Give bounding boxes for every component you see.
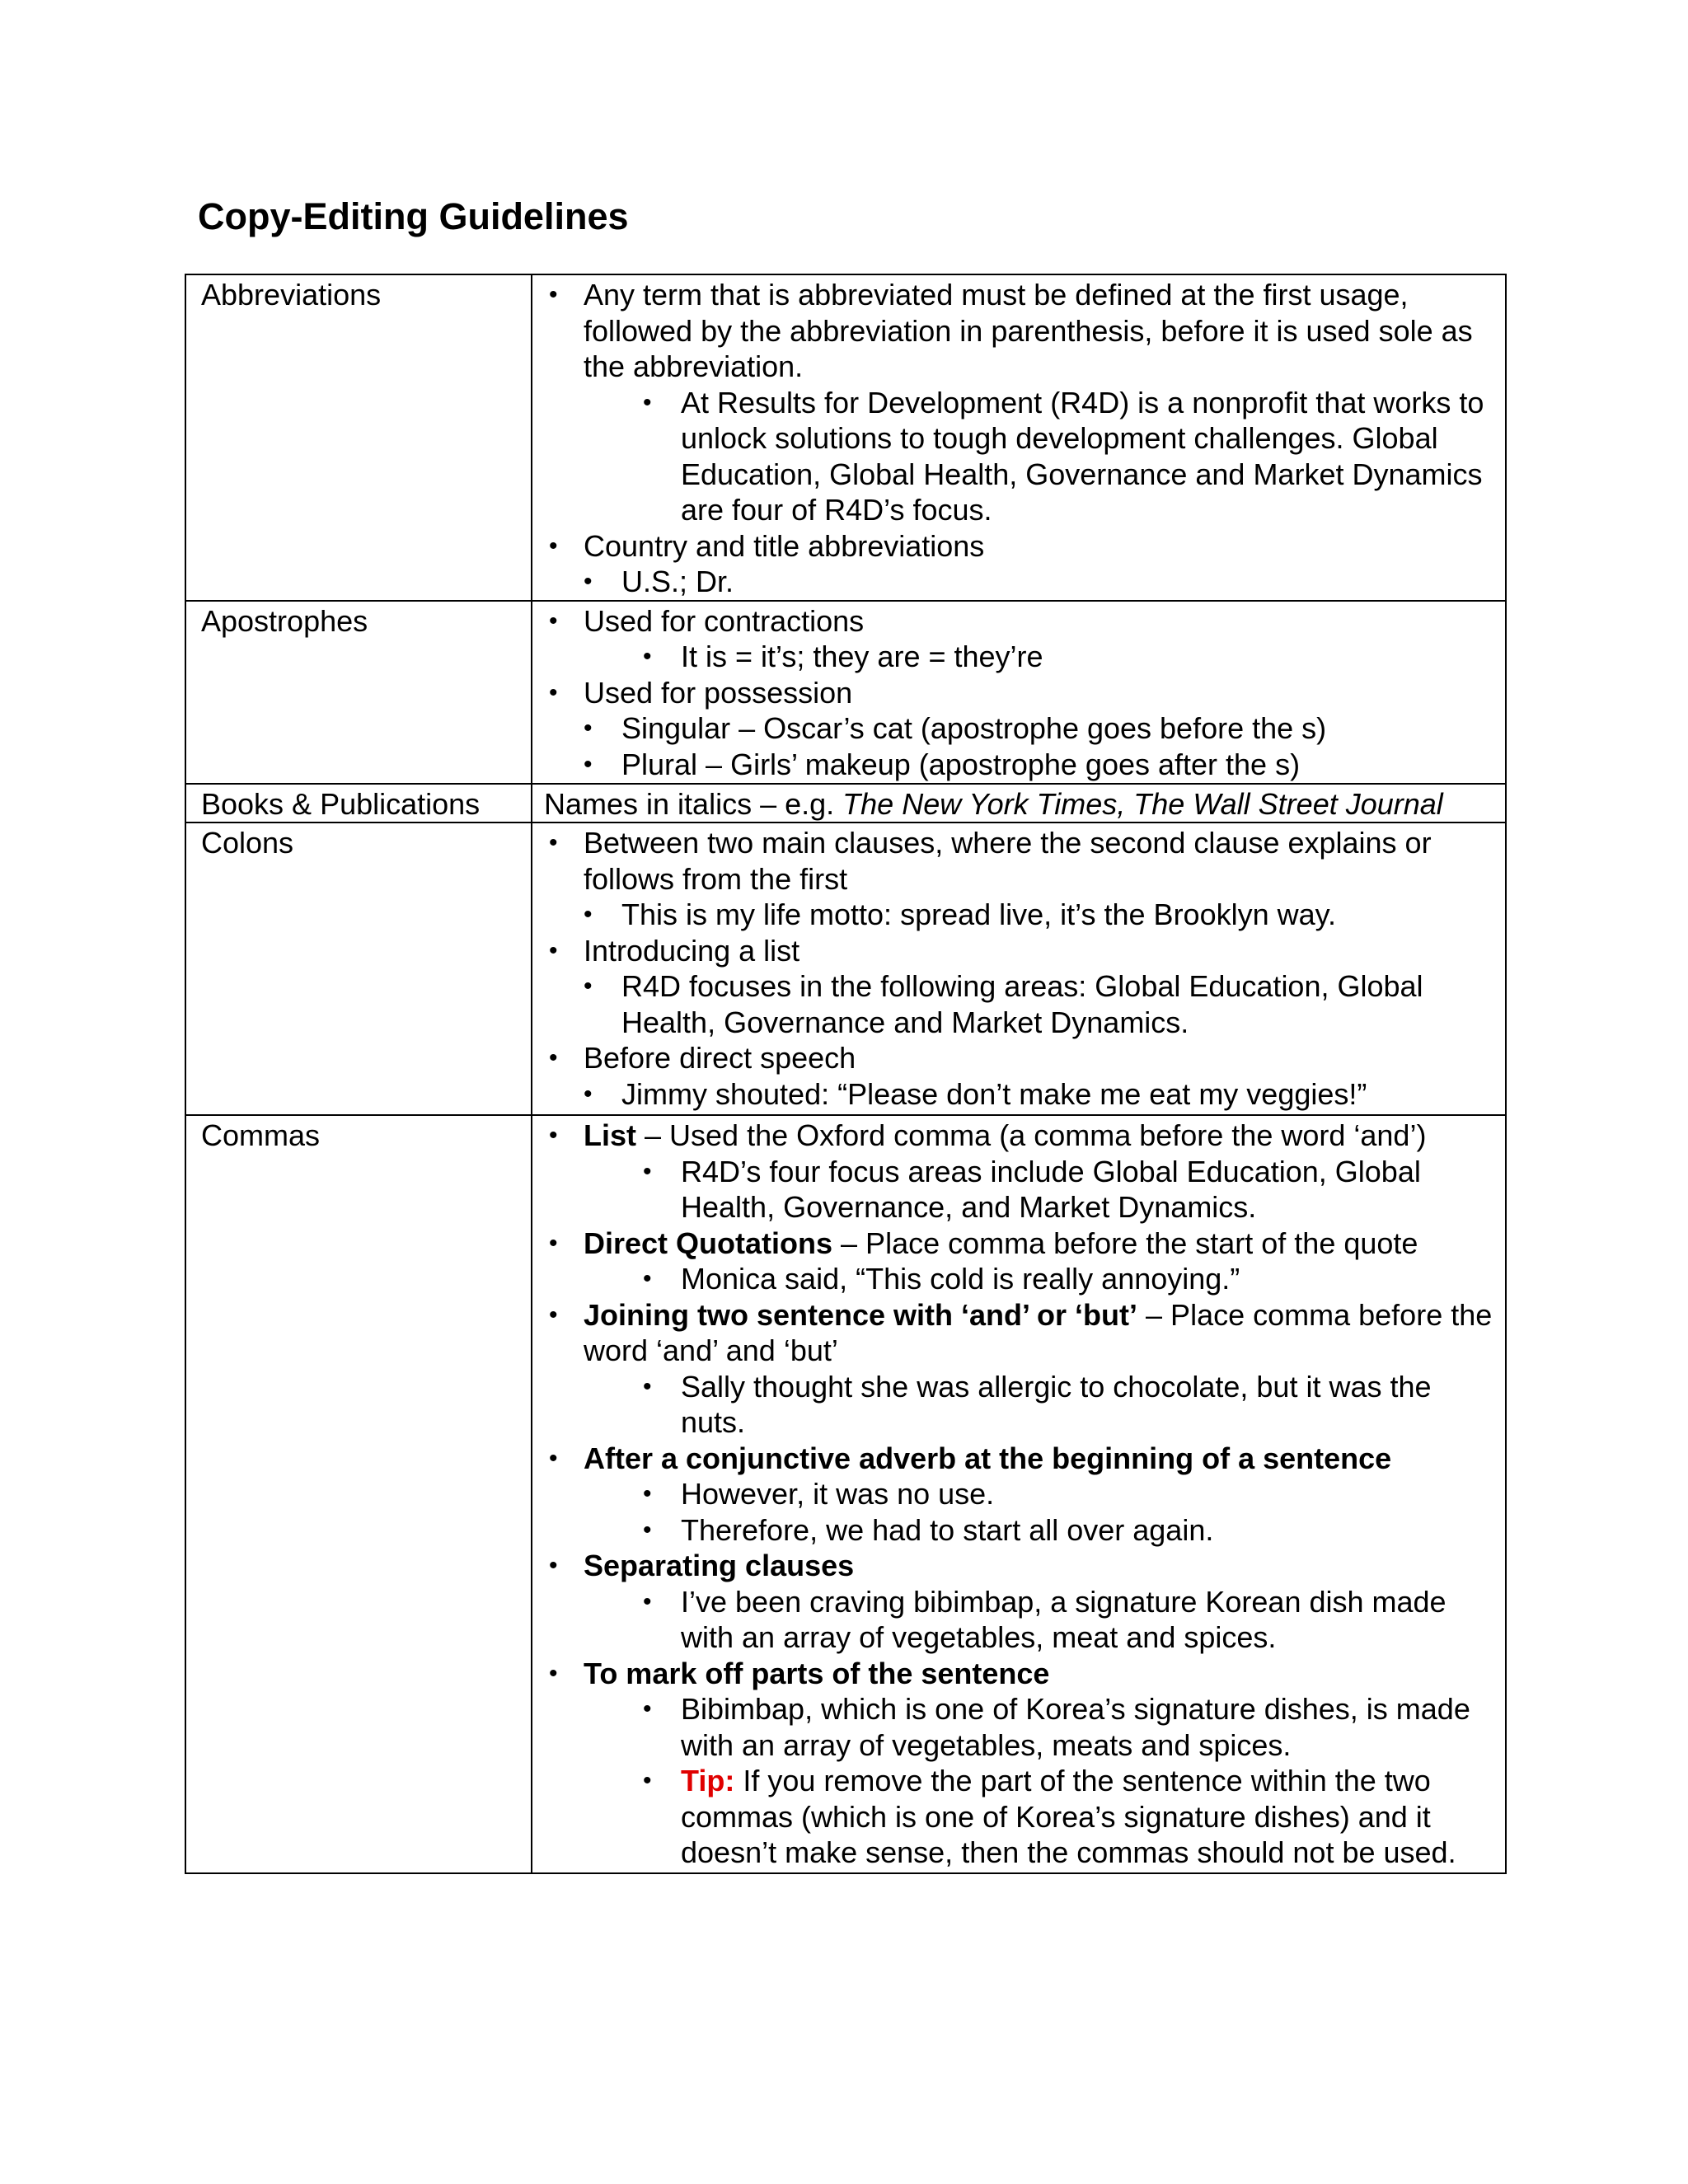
list-item: • Before direct speech • Jimmy shouted: “Please don’t make me eat my veggies!” (546, 1040, 1493, 1112)
list-item: • Therefore, we had to start all over again. (643, 1512, 1493, 1549)
row-content: Names in italics – e.g. The New York Times, The Wall Street Journal (532, 784, 1506, 823)
list-item: • Introducing a list • R4D focuses in the following areas: Global Education, Global Health, Governance and Market Dynamics. (546, 933, 1493, 1041)
row-content (532, 601, 1506, 784)
row-label: Colons (185, 823, 532, 1115)
list-item: • Singular – Oscar’s cat (apostrophe goes before the s) (584, 710, 1493, 747)
list-item: • Used for contractions • It is = it’s; they are = they’re (546, 603, 1493, 675)
row-content (532, 1115, 1506, 1873)
list-item: • Sally thought she was allergic to chocolate, but it was the nuts. (643, 1369, 1493, 1441)
list-item: • Tip: If you remove the part of the sentence within the two commas (which is one of Korea’s signature dishes) and it doesn’t make sense, then the commas should not be used. (643, 1763, 1493, 1871)
list-item: • List – Used the Oxford comma (a comma before the word ‘and’) • R4D’s four focus areas include Global Education, Global Health, Governance, and Market Dynamics. (546, 1118, 1493, 1226)
table-row-abbreviations (185, 274, 1506, 601)
list-item: • Jimmy shouted: “Please don’t make me eat my veggies!” (584, 1076, 1493, 1113)
row-content (532, 274, 1506, 601)
table-row-commas (185, 1115, 1506, 1873)
list-item: • Plural – Girls’ makeup (apostrophe goes after the s) (584, 747, 1493, 783)
list-item: • Monica said, “This cold is really annoying.” (643, 1261, 1493, 1297)
list-item: • R4D focuses in the following areas: Global Education, Global Health, Governance and Market Dynamics. (584, 968, 1493, 1040)
list-item: • Separating clauses • I’ve been craving bibimbap, a signature Korean dish made with an array of vegetables, meat and spices. (546, 1548, 1493, 1656)
list-item: • Direct Quotations – Place comma before the start of the quote • Monica said, “This cold is really annoying.” (546, 1226, 1493, 1297)
row-label: Books & Publications (185, 784, 532, 823)
list-item: • However, it was no use. (643, 1476, 1493, 1512)
row-label: Abbreviations (185, 274, 532, 601)
list-item: • U.S.; Dr. (584, 564, 1493, 600)
table-row-colons (185, 823, 1506, 1115)
list-item: • Joining two sentence with ‘and’ or ‘but’ – Place comma before the word ‘and’ and ‘but’ • Sally thought she was allergic to chocolate, but it was the nuts. (546, 1297, 1493, 1441)
list-item: • To mark off parts of the sentence • Bibimbap, which is one of Korea’s signature dishes, is made with an array of vegetables, meats and spices. • Tip: If you remove the part of the sentence within the two commas (which is one of Korea’s signature dishes) and it doesn’t make sense, then the commas should not be used. (546, 1656, 1493, 1871)
list-item: • I’ve been craving bibimbap, a signature Korean dish made with an array of vegetables, meat and spices. (643, 1584, 1493, 1656)
list-item: • It is = it’s; they are = they’re (643, 639, 1493, 675)
list-item: • After a conjunctive adverb at the beginning of a sentence • However, it was no use. • Therefore, we had to start all over again. (546, 1441, 1493, 1549)
list-item: • Used for possession • Singular – Oscar’s cat (apostrophe goes before the s) • Plural – Girls’ makeup (apostrophe goes after the s) (546, 675, 1493, 783)
list-item: • Between two main clauses, where the second clause explains or follows from the first • This is my life motto: spread live, it’s the Brooklyn way. (546, 825, 1493, 933)
list-item: • At Results for Development (R4D) is a nonprofit that works to unlock solutions to tough development challenges. Global Education, Global Health, Governance and Market Dynamics are four of R4D’s focus. (643, 385, 1493, 528)
row-content (532, 823, 1506, 1115)
list-item: • Country and title abbreviations • U.S.; Dr. (546, 528, 1493, 600)
tip-label: Tip: (681, 1764, 735, 1797)
list-item: • Any term that is abbreviated must be defined at the first usage, followed by the abbreviation in parenthesis, before it is used sole as the abbreviation. • At Results for Development (R4D) is a nonprofit that works to unlock solutions to tough development challenges. Global Education, Global Health, Governance and Market Dynamics are four of R4D’s focus. (546, 277, 1493, 528)
table-row-books (185, 784, 1506, 823)
list-item: • Bibimbap, which is one of Korea’s signature dishes, is made with an array of vegetables, meats and spices. (643, 1691, 1493, 1763)
row-label: Apostrophes (185, 601, 532, 784)
guidelines-table (185, 274, 1507, 1874)
row-label: Commas (185, 1115, 532, 1873)
page-title: Copy-Editing Guidelines (198, 195, 629, 237)
table-row-apostrophes (185, 601, 1506, 784)
list-item: • R4D’s four focus areas include Global Education, Global Health, Governance, and Market Dynamics. (643, 1154, 1493, 1226)
list-item: • This is my life motto: spread live, it’s the Brooklyn way. (584, 897, 1493, 933)
